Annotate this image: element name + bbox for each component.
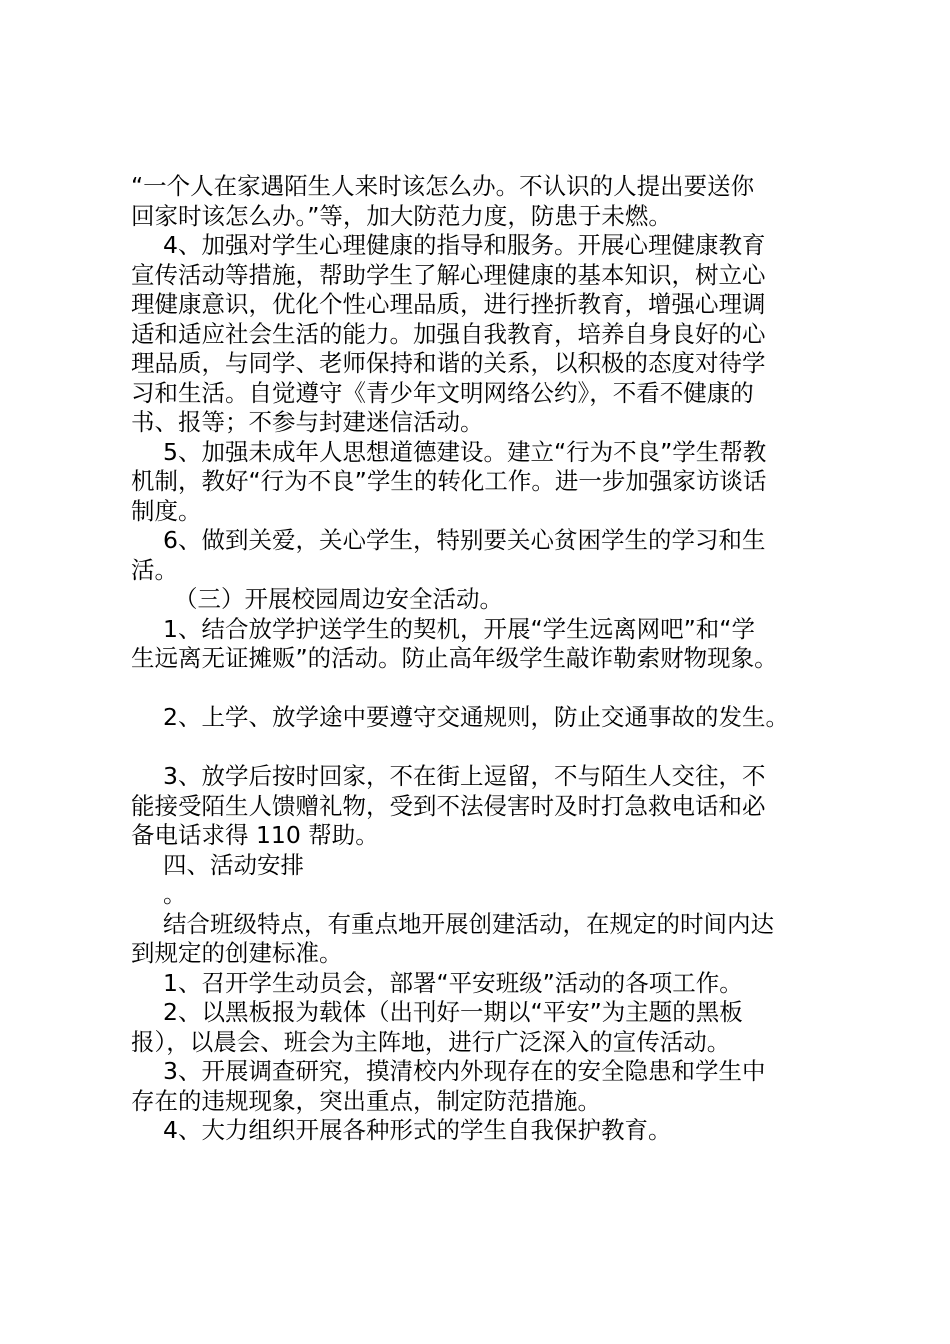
paragraph-line: 生远离无证摊贩”的活动。防止高年级学生敲诈勒索财物现象。: [131, 644, 778, 672]
paragraph-line: 理健康意识，优化个性心理品质，进行挫折教育，增强心理调: [131, 290, 766, 318]
paragraph-line: 制度。: [131, 496, 202, 525]
list-item-3: 3、放学后按时回家，不在街上逗留，不与陌生人交往，不: [163, 762, 766, 790]
list-item-1: 1、结合放学护送学生的契机，开展“学生远离网吧”和“学: [163, 614, 755, 643]
paragraph-line: 书、报等；不参与封建迷信活动。: [131, 408, 484, 436]
document-body: [131, 172, 831, 1146]
paragraph-line: 到规定的创建标准。: [131, 939, 343, 967]
paragraph-line: 能接受陌生人馈赠礼物，受到不法侵害时及时打急救电话和必: [131, 791, 766, 820]
paragraph-line: 理品质，与同学、老师保持和谐的关系，以积极的态度对待学: [131, 349, 766, 377]
list-item-2: 2、上学、放学途中要遵守交通规则，防止交通事故的发生。: [163, 703, 789, 731]
section-heading-3: （三）开展校园周边安全活动。: [174, 585, 503, 613]
list-item-2: 2、以黑板报为载体（出刊好一期以“平安”为主题的黑板: [163, 998, 743, 1026]
paragraph-line: 活。: [131, 555, 178, 584]
list-item-1: 1、召开学生动员会，部署“平安班级”活动的各项工作。: [163, 968, 743, 997]
list-item-4: 4、加强对学生心理健康的指导和服务。开展心理健康教育: [163, 231, 766, 259]
paragraph-line: 回家时该怎么办。”等，加大防范力度，防患于未燃。: [131, 201, 672, 230]
list-item-6: 6、做到关爱，关心学生，特别要关心贫困学生的学习和生: [163, 526, 766, 554]
paragraph-line: 报），以晨会、班会为主阵地，进行广泛深入的宣传活动。: [131, 1027, 731, 1056]
blank-line: [131, 733, 831, 763]
list-item-3: 3、开展调查研究，摸清校内外现存在的安全隐患和学生中: [163, 1057, 766, 1085]
paragraph-line: 适和适应社会生活的能力。加强自我教育，培养自身良好的心: [131, 319, 766, 348]
paragraph-line: 机制，教好“行为不良”学生的转化工作。进一步加强家访谈话: [131, 467, 767, 495]
paragraph-line: 习和生活。自觉遵守《青少年文明网络公约》，不看不健康的: [131, 378, 754, 407]
section-heading-4: 四、活动安排: [163, 850, 304, 879]
paragraph-line: 宣传活动等措施，帮助学生了解心理健康的基本知识，树立心: [131, 260, 766, 289]
paragraph-line: “一个人在家遇陌生人来时该怎么办。不认识的人提出要送你: [131, 172, 755, 200]
paragraph-line: 存在的违规现象，突出重点，制定防范措施。: [131, 1086, 601, 1115]
paragraph-line: 结合班级特点，有重点地开展创建活动，在规定的时间内达: [163, 909, 774, 938]
paragraph-line: 备电话求得 110 帮助。: [131, 821, 379, 849]
stray-mark: 。: [163, 880, 187, 908]
blank-line: [131, 674, 831, 704]
list-item-4: 4、大力组织开展各种形式的学生自我保护教育。: [163, 1116, 672, 1144]
list-item-5: 5、加强未成年人思想道德建设。建立“行为不良”学生帮教: [163, 437, 767, 466]
